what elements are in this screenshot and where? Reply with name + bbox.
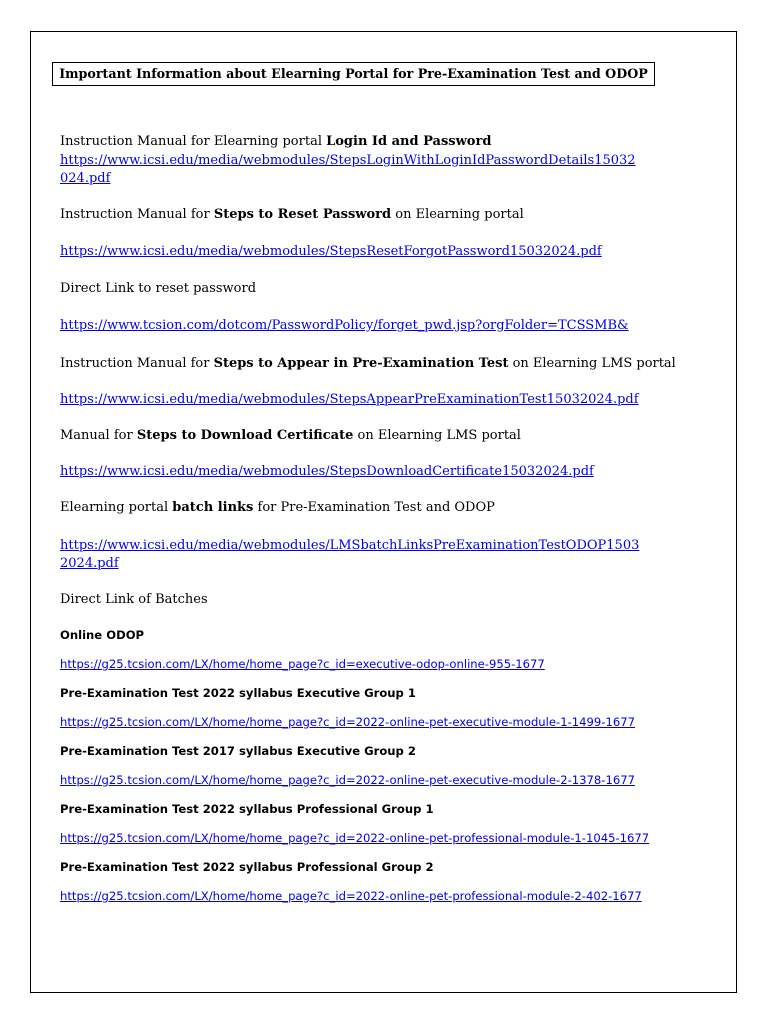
batch-link-exec-group-1[interactable]: https://g25.tcsion.com/LX/home/home_page?c_id=2022-online-pet-executive-module-1-1499-1677 [60, 715, 635, 729]
batch-link-prof-group-1[interactable]: https://g25.tcsion.com/LX/home/home_page?c_id=2022-online-pet-professional-module-1-1045-1677 [60, 831, 650, 845]
batch-manual-link-line1[interactable]: https://www.icsi.edu/media/webmodules/LMSbatchLinksPreExaminationTestODOP1503 [60, 538, 640, 553]
batch-heading-prof-group-2: Pre-Examination Test 2022 syllabus Professional Group 2 [60, 860, 434, 874]
batch-heading-online-odop: Online ODOP [60, 628, 145, 642]
certificate-manual-text: Manual for Steps to Download Certificate on Elearning LMS portal [60, 428, 521, 443]
direct-reset-label: Direct Link to reset password [60, 281, 257, 296]
login-manual-link-line2[interactable]: 024.pdf [60, 171, 111, 186]
appear-manual-link[interactable]: https://www.icsi.edu/media/webmodules/StepsAppearPreExaminationTest15032024.pdf [60, 392, 639, 407]
login-manual-link-line1[interactable]: https://www.icsi.edu/media/webmodules/StepsLoginWithLoginIdPasswordDetails15032 [60, 153, 636, 168]
document-title: Important Information about Elearning Portal for Pre-Examination Test and ODOP [52, 62, 655, 86]
reset-manual-text: Instruction Manual for Steps to Reset Password on Elearning portal [60, 207, 524, 222]
batch-link-exec-group-2[interactable]: https://g25.tcsion.com/LX/home/home_page?c_id=2022-online-pet-executive-module-2-1378-1677 [60, 773, 635, 787]
certificate-manual-link[interactable]: https://www.icsi.edu/media/webmodules/StepsDownloadCertificate15032024.pdf [60, 464, 594, 479]
direct-batches-label: Direct Link of Batches [60, 592, 208, 607]
batch-link-online-odop[interactable]: https://g25.tcsion.com/LX/home/home_page?c_id=executive-odop-online-955-1677 [60, 657, 545, 671]
login-manual-text: Instruction Manual for Elearning portal Login Id and Password [60, 134, 492, 149]
reset-manual-link[interactable]: https://www.icsi.edu/media/webmodules/StepsResetForgotPassword15032024.pdf [60, 244, 602, 259]
batch-link-prof-group-2[interactable]: https://g25.tcsion.com/LX/home/home_page?c_id=2022-online-pet-professional-module-2-402-1677 [60, 889, 642, 903]
batch-heading-exec-group-2: Pre-Examination Test 2017 syllabus Executive Group 2 [60, 744, 416, 758]
batch-heading-exec-group-1: Pre-Examination Test 2022 syllabus Executive Group 1 [60, 686, 416, 700]
batch-heading-prof-group-1: Pre-Examination Test 2022 syllabus Professional Group 1 [60, 802, 434, 816]
direct-reset-link[interactable]: https://www.tcsion.com/dotcom/PasswordPolicy/forget_pwd.jsp?orgFolder=TCSSMB& [60, 318, 629, 333]
appear-manual-text: Instruction Manual for Steps to Appear in Pre-Examination Test on Elearning LMS portal [60, 356, 676, 371]
batch-manual-link-line2[interactable]: 2024.pdf [60, 556, 119, 571]
batch-manual-text: Elearning portal batch links for Pre-Examination Test and ODOP [60, 500, 495, 515]
